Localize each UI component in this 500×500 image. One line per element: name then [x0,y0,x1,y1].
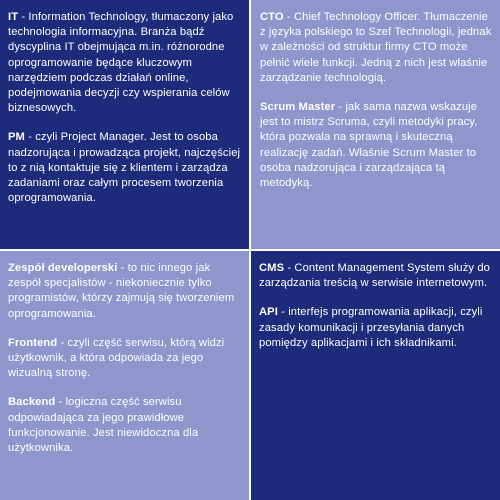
panel-bottom-left [0,251,249,500]
glossary-entry-it [8,10,241,116]
term-pm: PM [8,131,25,144]
definition-cms: - Content Management System służy do zarządzania treścią w serwisie internetowym. [259,262,490,290]
glossary-entry-backend [8,395,241,456]
glossary-entry-cms [259,261,492,291]
term-cms: CMS [259,262,285,274]
definition-frontend: - czyli część serwisu, którą widzi użytkownik, a która odpowiada za jego wizualną stronę. [8,336,225,380]
glossary-entry-api [259,305,492,351]
definition-backend: - logiczna część serwisu odpowiadająca za jego prawidłowe funkcjonowanie. Jest niewidoczna dla użytkownika. [8,396,199,455]
definition-cto: - Chief Technology Officer. Tłumaczenie z języka polskiego to Szef Technologii, jednak w zależności od struktur firmy CTO może pełnić wiele funkcji. Jedną z nich jest właśnie zarządzanie technologią. [260,11,492,84]
glossary-entry-cto [259,10,492,86]
definition-it: - Information Technology, tłumaczony jako technologia informacyjna. Branża bądź dyscyplina IT obejmująca m.in. różnorodne oprogramowanie będące kluczowym narzędziem podczas działań online, podejmowania decyzji czy wspierania celów biznesowych. [8,11,234,115]
term-dev-team: Zespół developerski [8,262,118,274]
definition-scrum-master: - jak sama nazwa wskazuje jest to mistrz Scruma, czyli metodyki pracy, która pozwala na sprawną i skuteczną realizację zadań. Właśnie Scrum Master to osoba nadzorująca i zarządzająca tą metodyką. [260,101,478,190]
glossary-entry-scrum-master [259,100,492,191]
term-it: IT [8,11,19,23]
glossary-entry-frontend [8,336,241,382]
term-api: API [259,306,278,319]
definition-pm: - czyli Project Manager. Jest to osoba nadzorująca i prowadząca projekt, najczęściej to z nią kontaktuje się z klientem i zarządza zadaniami oraz całym procesem tworzenia oprogramowania. [8,131,241,205]
term-frontend: Frontend [8,336,58,349]
panel-top-left [0,0,249,249]
panel-bottom-right [251,251,500,500]
term-cto: CTO [260,11,284,23]
definition-dev-team: - to nic innego jak zespół specjalistów - niekoniecznie tylko programistów, którzy zajmują się tworzeniem oprogramowania. [8,262,235,320]
panel-top-right [251,0,500,249]
glossary-entry-dev-team [8,261,241,322]
definition-api: - interfejs programowania aplikacji, czyli zasady komunikacji i przesyłania danych pomiędzy aplikacjami i ich składnikami. [259,306,483,349]
glossary-entry-pm [8,130,241,206]
term-backend: Backend [8,396,56,409]
term-scrum-master: Scrum Master [260,101,336,114]
